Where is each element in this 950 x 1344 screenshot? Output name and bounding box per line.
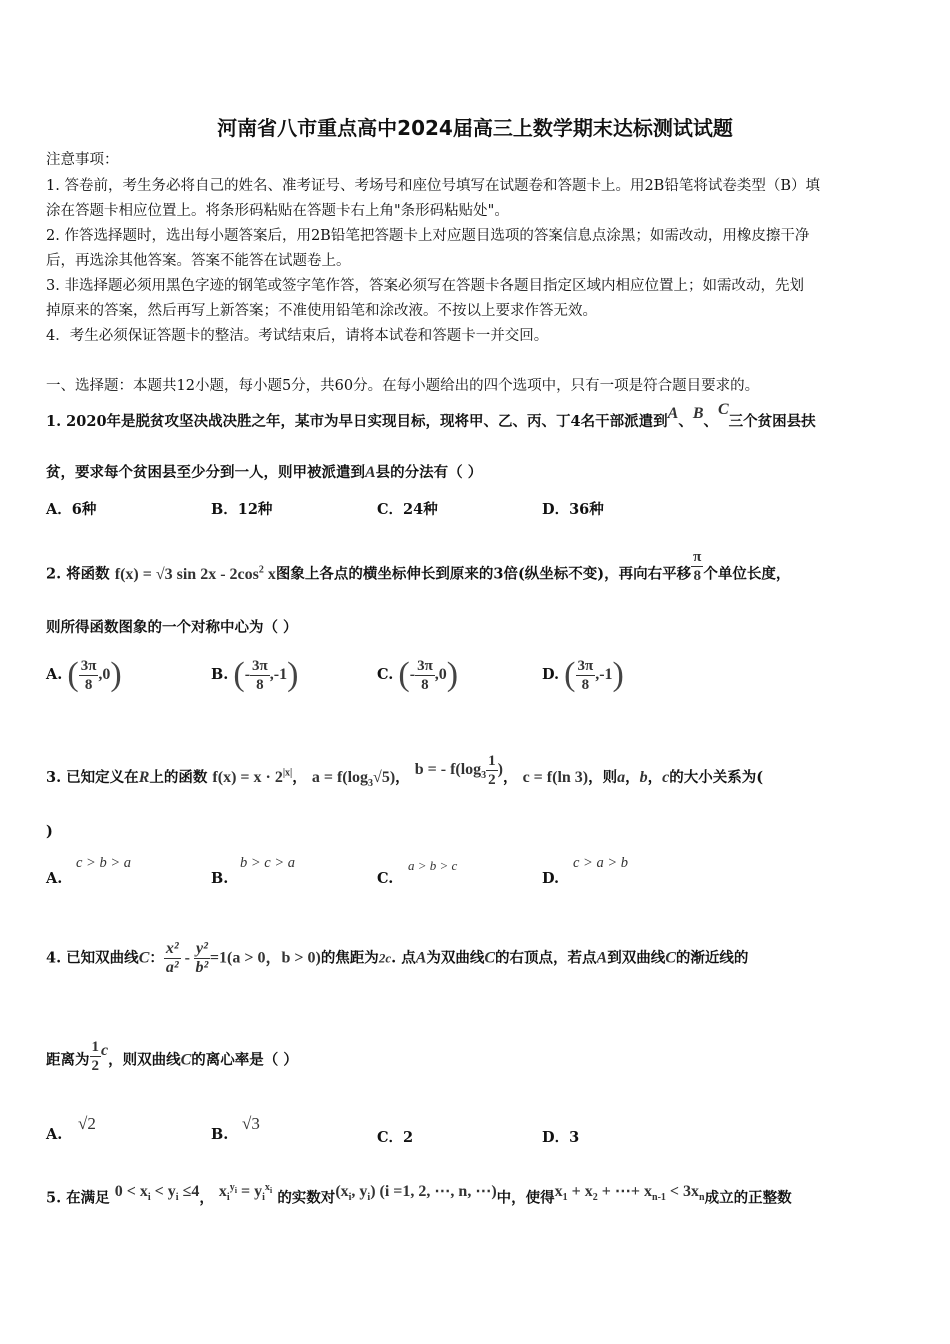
notice-line: 3. 非选择题必须用黑色字迹的钢笔或签字笔作答，答案必须写在答题卡各题目指定区域内相应位置上；如需改动，先划	[46, 278, 804, 294]
q2-option-c: C. (- $\frac{3\pi}{8}$ ,0)	[377, 656, 459, 693]
q4-option-a-value: √2	[78, 1114, 96, 1133]
q3-option-c-value: a > b > c	[408, 858, 458, 873]
notice-heading: 注意事项：	[46, 152, 119, 168]
q2-function: f(x) = √3 $\sin 2x - 2\cos^2$ x	[114, 564, 276, 583]
q4-option-a: A.	[46, 1126, 63, 1143]
q3-option-a-value: c > b > a	[76, 855, 132, 871]
notice-line: 涂在答题卡相应位置上。将条形码粘贴在答题卡右上角"条形码粘贴处"。	[46, 203, 509, 219]
q2-option-a: A. ( $\frac{3\pi}{8}$ ,0)	[46, 656, 122, 693]
q3-option-b-value: b > c > a	[240, 855, 296, 871]
question-2-line-2: 则所得函数图象的一个对称中心为（ ）	[46, 619, 298, 636]
q4-option-c: C．2	[377, 1129, 414, 1146]
page-title: 河南省八市重点高中2024届高三上数学期末达标测试试题	[217, 116, 733, 140]
q2-option-b: B. (- $\frac{3\pi}{8}$ ,-1)	[211, 656, 299, 693]
q1-option-a: A．6种	[46, 501, 97, 518]
q3-option-d-value: c > a > b	[573, 855, 629, 871]
q3-option-d: D.	[542, 870, 560, 887]
q1-option-d: D．36种	[542, 501, 604, 518]
question-3-line-1: 3. 已知定义在R上的函数 $f(x) = x \cdot 2^{|x|}$， $a = f(\log_3√5)$， b = - $f(\log_3$ $\frac{1}{2}$ )， c = f(ln 3)，则a，b，c的大小关系为(	[46, 753, 764, 790]
notice-line: 后，再选涂其他答案。答案不能答在试题卷上。	[46, 253, 351, 269]
q3-option-b: B.	[211, 870, 229, 887]
q3-function: $f(x) = x \cdot 2^{|x|}$	[212, 767, 293, 787]
notice-line: 2. 作答选择题时，选出每小题答案后，用2B铅笔把答题卡上对应题目选项的答案信息点涂黑；如需改动，用橡皮擦干净	[46, 228, 810, 244]
section-heading: 一、选择题：本题共12小题，每小题5分，共60分。在每小题给出的四个选项中，只有一项是符合题目要求的。	[46, 378, 760, 394]
q1-option-c: C．24种	[377, 501, 438, 518]
question-1-line-1: 1. 2020年是脱贫攻坚决战决胜之年，某市为早日实现目标，现将甲、乙、丙、丁4名干部派遣到A、B、C三个贫困县扶	[46, 401, 816, 430]
q3-option-c: C.	[377, 870, 394, 887]
q1-option-b: B．12种	[211, 501, 273, 518]
question-4-line-1: 4. 已知双曲线C： $\frac{\text{x²}}{\text{a²}}$ - $\frac{\text{y²}}{\text{b²}}$ =1(a > 0，b > 0)的焦距为2c. 点A为双曲线C的右顶点，若点A到双曲线C的渐近线的	[46, 940, 749, 976]
question-5-line-1: 5. 在满足 $0 < x_i < y_i \le 4$， $x_i^{y_i} = y_i^{x_i}$ 的实数对($x_i$, $y_i$) (i =1, 2, ⋯, n, ⋯)中，使得$x_1 + x_2$ + ⋯+ $x_{n-1} < 3x_n$成立的正整数	[46, 1182, 792, 1207]
question-4-line-2: 距离为 $\frac{1}{2}$ c，则双曲线C的离心率是（ ）	[46, 1039, 298, 1074]
q4-option-d: D．3	[542, 1129, 580, 1146]
q2-option-d: D. ( $\frac{3\pi}{8}$ ,-1)	[542, 656, 624, 693]
notice-line: 4．考生必须保证答题卡的整洁。考试结束后，请将本试卷和答题卡一并交回。	[46, 328, 549, 344]
notice-line: 1. 答卷前，考生务必将自己的姓名、准考证号、考场号和座位号填写在试题卷和答题卡上。用2B铅笔将试卷类型（B）填	[46, 178, 820, 194]
question-2-line-1: 2. 将函数 f(x) = √3 $\sin 2x - 2\cos^2$ x图象上各点的横坐标伸长到原来的3倍(纵坐标不变)，再向右平移 $\frac{\pi}{8}$ 个单位长度，	[46, 549, 791, 584]
question-3-line-2: )	[46, 823, 53, 840]
q4-option-b-value: √3	[242, 1114, 260, 1133]
q3-option-a: A.	[46, 870, 63, 887]
q4-option-b: B.	[211, 1126, 229, 1143]
notice-line: 掉原来的答案，然后再写上新答案；不准使用铅笔和涂改液。不按以上要求作答无效。	[46, 303, 597, 319]
q2-shift-fraction: $\frac{\pi}{8}$	[693, 549, 702, 584]
question-1-line-2: 贫，要求每个贫困县至少分到一人，则甲被派遣到A县的分法有（ ）	[46, 464, 483, 481]
